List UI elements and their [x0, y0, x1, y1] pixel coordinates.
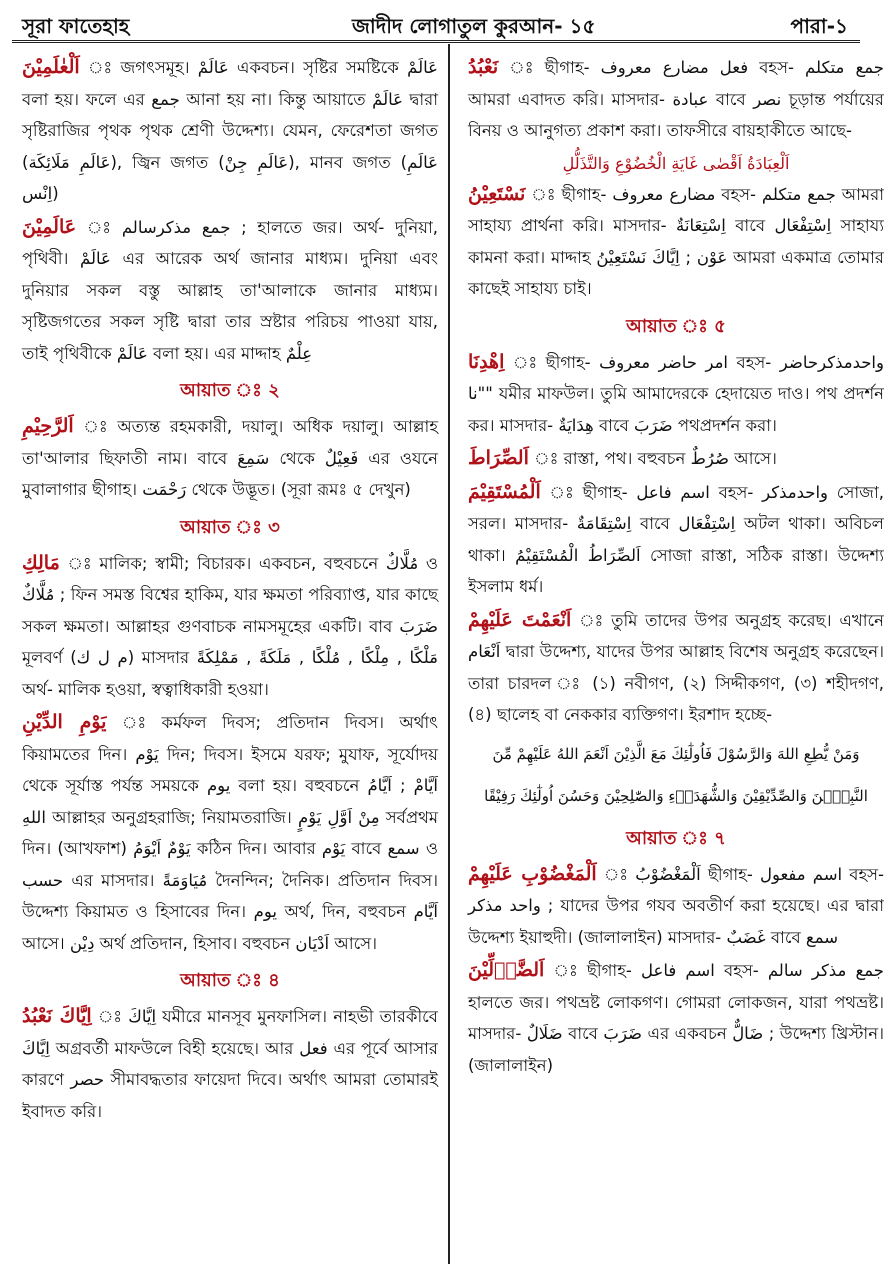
- entry-definition: ঃ মালিক; স্বামী; বিচারক। একবচন, বহুবচনে مُلَّاكٌ ও مُلَّاكٌ ; ফিন সমস্ত বিশ্বের হাকিম, যার ক্ষমতা পরিব্যাপ্ত, যার কাছে সকল ক্ষমতা। আল্লাহর গুণবাচক নামসমূহের একটি। বাব ضَرَبَ মূলবর্ণ (م ل ك) মাসদার مَلْكًا , مِلْكًا , مُلْكًا , مَلَكَةً , مَمْلِكَةً অর্থ- মালিক হওয়া, স্বত্বাধিকারী হওয়া।: [22, 553, 439, 699]
- right-column: [468, 52, 884, 1083]
- column-divider: [448, 44, 450, 1264]
- entry-definition: ঃ جمع مذكرسالم ; হালতে জর। অর্থ- দুনিয়া, পৃথিবী। عَالَمْ এর আরেক অর্থ জানার মাধ্যম। দুনিয়া এবং দুনিয়ার সকল বস্তু আল্লাহ তা'আলাকে জানার মাধ্যম। সৃষ্টিজগতের সকল সৃষ্টি দ্বারা তার স্রষ্টার পরিচয় পাওয়া যায়, তাই পৃথিবীকে عَالَمْ বলা হয়। এর মাদ্দাহ عِلْمٌ: [22, 217, 439, 363]
- header-para-number: পারা-১: [790, 14, 848, 38]
- glossary-entry: [468, 955, 884, 1081]
- arabic-term: اِيَّاكَ نَعْبُدُ: [22, 1005, 92, 1027]
- arabic-term: اِهْدِنَا: [468, 350, 505, 373]
- glossary-entry: [22, 411, 438, 506]
- entry-definition: ঃ ছীগাহ- فعل مضارع معروف বহস- جمع متكلم আমরা এবাদত করি। মাসদার- عبادة বাবে نصر চূড়ান্ত পর্যায়ের বিনয় ও আনুগত্য প্রকাশ করা। তাফসীরে বায়হাকীতে আছে-: [468, 58, 884, 140]
- entry-definition: ঃ অত্যন্ত রহমকারী, দয়ালু। অধিক দয়ালু। আল্লাহ তা'আলার ছিফাতী নাম। বাবে سَمِعَ থেকে فَعِيْلٌ এর ওযনে মুবালাগার ছীগাহ। رَحْمَت থেকে উদ্ভূত। (সূরা রূমঃ ৫ দেখুন): [22, 417, 438, 499]
- entry-definition: ঃ ছীগাহ- مضارع معروف বহস- جمع متكلم আমরা সাহায্য প্রার্থনা করি। মাসদার- اِسْتِعَانَةٌ বাবে اِسْتِفْعَال সাহায্য কামনা করা। মাদ্দাহ عَوْن ; اِيَّاكَ نَسْتَعِيْنُ আমরা একমাত্র তোমার কাছেই সাহায্য চাই।: [468, 184, 884, 298]
- arabic-term: عَالَمِيْنَ: [22, 215, 77, 238]
- glossary-entry: [468, 347, 884, 442]
- entry-definition: ঃ ছীগাহ- اسم فاعل বহস- جمع مذكر سالم হালতে জর। পথভ্রষ্ট লোকগণ। গোমরা লোকজন, যারা পথভ্রষ্ট। মাসদার- ضَلَالٌ বাবে ضَرَبَ এর একবচন ضَالٌّ ; উদ্দেশ্য খ্রিস্টান। (জালালাইন): [468, 961, 884, 1075]
- entry-definition: ঃ কর্মফল দিবস; প্রতিদান দিবস। অর্থাৎ কিয়ামতের দিন। يَوْم দিন; দিবস। ইসমে যরফ; মুযাফ, সূর্যোদয় থেকে সূর্যাস্ত পর্যন্ত সময়কে يوم বলা হয়। বহুবচনে اَيَّامْ ; اَيَّامُ اللهِ আল্লাহর অনুগ্রহরাজি; নিয়ামতরাজি। مِنْ اَوَّلِ يَوْمٍ সর্বপ্রথম দিন। (আখফাশ) يَوْمٌ اَيْوَمُ কঠিন দিন। আবার يَوْم বাবে سمع ও حسب এর মাসদার। مُيَاوَمَةً দৈনন্দিন; দৈনিক। প্রতিদান দিবস। উদ্দেশ্য কিয়ামত ও হিসাবের দিন। يوم অর্থ, দিন, বহুবচন اَيَّام আসে। دِيْن অর্থ প্রতিদান, হিসাব। বহুবচন اَدْيَان আসে।: [22, 713, 439, 953]
- header-book-title: জাদীদ লোগাতুল কুরআন- ১৫: [352, 14, 596, 38]
- quran-verse: وَمَنْ يُّطِعِ اللهَ وَالرَّسُوْلَ فَاُولٰٓئِكَ مَعَ الَّذِيْنَ اَنْعَمَ اللهُ عَلَيْهِمْ مِّنَ النَّبِيّٖنَ وَالصِّدِّيْقِيْنَ وَالشُّهَدَاۤءِ وَالصّٰلِحِيْنَ وَحَسُنَ اُولٰٓئِكَ رَفِيْقًا: [484, 744, 868, 805]
- ayah-heading: আয়াত ঃ ২: [180, 380, 280, 401]
- arabic-quote: اَلْعِبَادَةُ اَقْصٰى غَايَةِ الْخُضُوْعِ وَالتَّذَلُّلِ: [562, 153, 790, 173]
- ayah-heading: আয়াত ঃ ৫: [626, 315, 726, 337]
- arabic-term: مَالِكِ: [22, 551, 60, 574]
- entry-definition: ঃ তুমি তাদের উপর অনুগ্রহ করেছ। এখানে اَنْعَام দ্বারা উদ্দেশ্য, যাদের উপর আল্লাহ বিশেষ অনুগ্রহ করেছেন। তারা চারদল ঃ (১) নবীগণ, (২) সিদ্দীকগণ, (৩) শহীদগণ, (৪) ছালেহ বা নেককার ব্যক্তিগণ। ইরশাদ হচ্ছে-: [468, 610, 884, 724]
- glossary-entry: [22, 52, 438, 210]
- glossary-entry: [468, 477, 884, 603]
- glossary-entry: [468, 179, 884, 305]
- entry-definition: ঃ রাস্তা, পথ। বহুবচন صُرُطٌ আসে।: [534, 449, 777, 468]
- arabic-term: اَلْمَغْضُوْبِ عَلَيْهِمْ: [468, 862, 597, 885]
- entry-definition: ঃ জগৎসমূহ। عَالَمْ একবচন। সৃষ্টির সমষ্টিকে عَالَمْ বলা হয়। ফলে এর جمع আনা হয় না। কিন্তু আয়াতে عَالَمْ দ্বারা সৃষ্টিরাজির পৃথক পৃথক শ্রেণী উদ্দেশ্য। যেমন, ফেরেশতা জগত (عَالَمِ مَلَائِكَة), জ্বিন জগত (عَالَمِ جِنْ), মানব জগত (عَالَمِ اِنْس): [22, 58, 439, 203]
- left-column: [22, 52, 438, 1129]
- glossary-entry: [22, 548, 438, 706]
- arabic-term: يَوْمِ الدِّيْنِ: [22, 711, 107, 733]
- page-header: [12, 6, 860, 36]
- ayah-heading: আয়াত ঃ ৩: [180, 516, 280, 538]
- arabic-term: اَلرَّحِيْمِ: [22, 415, 74, 437]
- header-surah-name: সূরা ফাতেহাহ: [22, 14, 130, 38]
- page: [12, 0, 884, 1271]
- glossary-entry: [468, 443, 884, 475]
- arabic-term: اَلْمُسْتَقِيْمَ: [468, 480, 541, 503]
- glossary-entry: [468, 859, 884, 954]
- glossary-entry: [468, 605, 884, 731]
- entry-definition: ঃ ছীগাহ- اسم فاعل বহস- واحدمذكر সোজা, সরল। মাসদার- اِسْتِقَامَةٌ বাবে اِسْتِفْعَال অটল থাকা। অবিচল থাকা। اَلصِّرَاطُ الْمُسْتَقِيْمُ সোজা রাস্তা, সঠিক রাস্তা। উদ্দেশ্য ইসলাম ধর্ম।: [468, 482, 884, 596]
- ayah-heading: আয়াত ঃ ৪: [180, 970, 280, 991]
- entry-definition: ঃ اِيَّاكَ যমীরে মানসূব মুনফাসিল। নাহভী তারকীবে اِيَّاكَ অগ্রবর্তী মাফউলে বিহী হয়েছে। আর فعل এর পূর্বে আসার কারণে حصر সীমাবদ্ধতার ফায়েদা দিবে। অর্থাৎ আমরা তোমারই ইবাদত করি।: [22, 1007, 438, 1121]
- glossary-entry: [22, 1001, 438, 1127]
- arabic-term: اَلضَّاۤلِّيْنَ: [468, 959, 545, 981]
- entry-definition: ঃ اَلْمَغْضُوْبُ ছীগাহ- اسم مفعول বহস- واحد مذكر ; যাদের উপর গযব অবতীর্ণ করা হয়েছে। এর দ্বারা উদ্দেশ্য ইয়াহুদী। (জালালাইন) মাসদার- غَضَبٌ বাবে سمع: [468, 864, 884, 947]
- arabic-term: نَسْتَعِيْنُ: [468, 182, 526, 205]
- ayah-heading: আয়াত ঃ ৭: [626, 827, 726, 849]
- glossary-entry: [22, 212, 438, 370]
- arabic-term: اَنْعَمْتَ عَلَيْهِمْ: [468, 608, 572, 631]
- arabic-term: اَلصِّرَاطَ: [468, 447, 529, 469]
- arabic-term: اَلْعٰلَمِيْنَ: [22, 56, 80, 78]
- glossary-entry: [22, 707, 438, 959]
- glossary-entry: [468, 52, 884, 147]
- header-divider: [12, 40, 860, 43]
- entry-definition: ঃ ছীগাহ- امر حاضر معروف বহস- واحدمذكرحاضر "نا" যমীর মাফউল। তুমি আমাদেরকে হেদায়েত দাও। পথ প্রদর্শন কর। মাসদার- هِدَايَةٌ বাবে ضَرَبَ পথপ্রদর্শন করা।: [468, 352, 884, 435]
- arabic-term: نَعْبُدُ: [468, 56, 499, 78]
